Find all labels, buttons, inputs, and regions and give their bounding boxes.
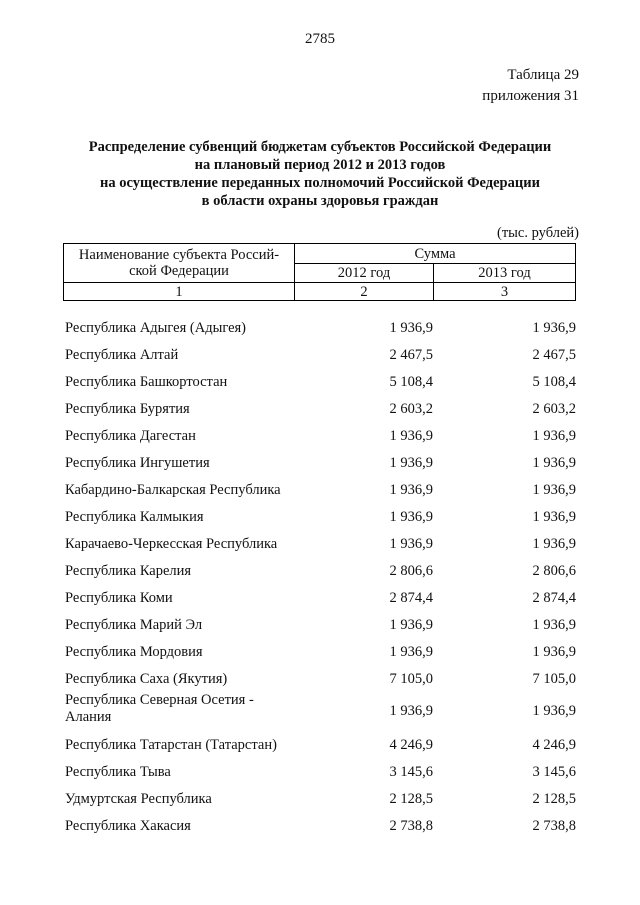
table-row: [63, 341, 578, 368]
table-reference-line-1: Таблица 29: [507, 67, 579, 83]
header-col-number-3: 3: [434, 283, 576, 301]
row-value-2013: 2 467,5: [532, 347, 576, 363]
title-line-1: Распределение субвенций бюджетам субъектов Российской Федерации: [88, 139, 552, 155]
row-value-2012: 3 145,6: [389, 764, 433, 780]
row-value-2013: 1 936,9: [532, 428, 576, 444]
row-value-2012: 1 936,9: [389, 428, 433, 444]
row-value-2012: 1 936,9: [389, 482, 433, 498]
row-value-2013: 1 936,9: [532, 644, 576, 660]
header-col-number-2: 2: [295, 283, 434, 301]
title-line-4: в области охраны здоровья граждан: [201, 193, 439, 209]
header-sum-cell: Сумма: [295, 244, 576, 264]
row-value-2012: 2 738,8: [389, 818, 433, 834]
row-value-2012: 7 105,0: [389, 671, 433, 687]
table-row: [63, 611, 578, 638]
table-row: [63, 731, 578, 758]
row-value-2012: 1 936,9: [389, 536, 433, 552]
units-label: (тыс. рублей): [497, 225, 579, 241]
table-row: [63, 557, 578, 584]
row-name: Республика Адыгея (Адыгея): [65, 320, 247, 336]
row-value-2013: 1 936,9: [532, 320, 576, 336]
table-row: [63, 503, 578, 530]
row-name: Удмуртская Республика: [65, 791, 212, 807]
row-value-2013: 1 936,9: [532, 703, 576, 719]
header-name-line-1: Наименование субъекта Россий-: [78, 247, 280, 263]
row-value-2013: 4 246,9: [532, 737, 576, 753]
row-value-2013: 1 936,9: [532, 509, 576, 525]
header-col-number-1: 1: [64, 283, 295, 301]
table-header: [63, 243, 576, 301]
header-year-2012: 2012 год: [295, 264, 434, 283]
row-name: Кабардино-Балкарская Республика: [65, 482, 281, 498]
row-name: Республика Татарстан (Татарстан): [65, 737, 277, 753]
table-row: [63, 449, 578, 476]
row-value-2013: 1 936,9: [532, 455, 576, 471]
row-name: Республика Башкортостан: [65, 374, 228, 390]
row-name: Республика Карелия: [65, 563, 192, 579]
row-name: Республика Марий Эл: [65, 617, 203, 633]
table-row: [63, 395, 578, 422]
row-value-2013: 2 128,5: [532, 791, 576, 807]
document-title: [40, 138, 600, 210]
table-row: [63, 314, 578, 341]
title-line-2: на плановый период 2012 и 2013 годов: [194, 157, 446, 173]
row-value-2012: 1 936,9: [389, 703, 433, 719]
table-row: [63, 638, 578, 665]
row-value-2013: 2 738,8: [532, 818, 576, 834]
row-name: Республика Алтай: [65, 347, 179, 363]
row-value-2012: 1 936,9: [389, 320, 433, 336]
table-row: [63, 692, 578, 731]
row-value-2012: 2 467,5: [389, 347, 433, 363]
row-value-2012: 1 936,9: [389, 617, 433, 633]
row-name: Республика Хакасия: [65, 818, 191, 834]
title-line-3: на осуществление переданных полномочий Российской Федерации: [100, 175, 540, 191]
table-row: [63, 422, 578, 449]
row-value-2012: 2 874,4: [389, 590, 433, 606]
row-value-2013: 1 936,9: [532, 482, 576, 498]
row-value-2012: 2 603,2: [389, 401, 433, 417]
row-name: Республика Коми: [65, 590, 173, 606]
row-value-2013: 2 806,6: [532, 563, 576, 579]
row-name: Карачаево-Черкесская Республика: [65, 536, 278, 552]
header-name-line-2: ской Федерации: [129, 263, 229, 279]
table-row: [63, 812, 578, 839]
row-value-2012: 1 936,9: [389, 644, 433, 660]
row-value-2012: 4 246,9: [389, 737, 433, 753]
table-row: [63, 584, 578, 611]
row-value-2013: 2 874,4: [532, 590, 576, 606]
row-name: Республика Ингушетия: [65, 455, 210, 471]
row-value-2013: 2 603,2: [532, 401, 576, 417]
row-value-2012: 1 936,9: [389, 509, 433, 525]
row-name: Республика Саха (Якутия): [65, 671, 228, 687]
row-value-2013: 7 105,0: [532, 671, 576, 687]
row-value-2013: 1 936,9: [532, 617, 576, 633]
row-value-2012: 2 128,5: [389, 791, 433, 807]
table-reference: [482, 65, 579, 107]
table-row: [63, 785, 578, 812]
row-value-2012: 5 108,4: [389, 374, 433, 390]
row-name: Республика Северная Осетия - Алания: [65, 692, 254, 725]
header-year-2013: 2013 год: [434, 264, 576, 283]
row-value-2012: 1 936,9: [389, 455, 433, 471]
row-name: Республика Тыва: [65, 764, 171, 780]
row-value-2013: 5 108,4: [532, 374, 576, 390]
table-body: [63, 314, 578, 839]
row-name: Республика Мордовия: [65, 644, 203, 660]
table-row: [63, 476, 578, 503]
table-row: [63, 368, 578, 395]
row-value-2013: 3 145,6: [532, 764, 576, 780]
row-value-2012: 2 806,6: [389, 563, 433, 579]
row-name: Республика Калмыкия: [65, 509, 204, 525]
table-row: [63, 530, 578, 557]
table-reference-line-2: приложения 31: [482, 88, 579, 104]
row-name: Республика Бурятия: [65, 401, 190, 417]
row-name: Республика Дагестан: [65, 428, 196, 444]
table-row: [63, 758, 578, 785]
header-name-cell: [64, 244, 295, 283]
page-number: 2785: [305, 31, 335, 47]
row-value-2013: 1 936,9: [532, 536, 576, 552]
table-row: [63, 665, 578, 692]
